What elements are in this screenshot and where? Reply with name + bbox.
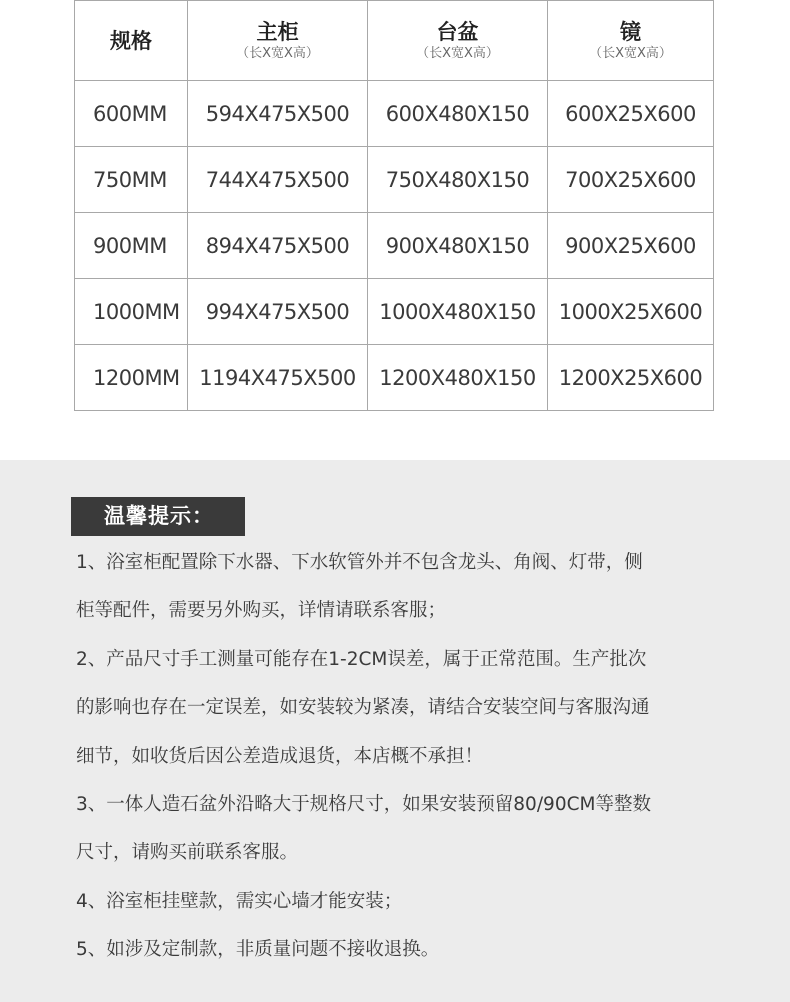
header-label: 规格 xyxy=(110,28,152,53)
spec-table xyxy=(74,0,714,411)
table-row xyxy=(75,81,714,147)
cell-main-cabinet: 744X475X500 xyxy=(188,147,368,213)
cell-mirror: 700X25X600 xyxy=(548,147,714,213)
header-basin xyxy=(368,1,548,81)
cell-mirror: 1200X25X600 xyxy=(548,345,714,411)
tip-line: 的影响也存在一定误差，如安装较为紧凑，请结合安装空间与客服沟通 xyxy=(76,697,650,719)
header-main-cabinet xyxy=(188,1,368,81)
table-row xyxy=(75,279,714,345)
tip-line: 3、一体人造石盆外沿略大于规格尺寸，如果安装预留80/90CM等整数 xyxy=(76,794,651,816)
spec-section xyxy=(0,0,790,460)
header-mirror xyxy=(548,1,714,81)
tip-line: 柜等配件，需要另外购买，详情请联系客服； xyxy=(76,600,447,622)
header-label: 镜 xyxy=(620,19,641,44)
header-sublabel: （长X宽X高） xyxy=(236,45,319,61)
table-header-row xyxy=(75,1,714,81)
cell-main-cabinet: 894X475X500 xyxy=(188,213,368,279)
tip-line: 1、浴室柜配置除下水器、下水软管外并不包含龙头、角阀、灯带，侧 xyxy=(76,552,643,573)
table-row xyxy=(75,345,714,411)
tip-line: 细节，如收货后因公差造成退货，本店概不承担！ xyxy=(76,745,484,767)
cell-mirror: 1000X25X600 xyxy=(548,279,714,345)
cell-main-cabinet: 994X475X500 xyxy=(188,279,368,345)
header-sublabel: （长X宽X高） xyxy=(416,45,499,61)
tips-section xyxy=(0,460,790,1002)
cell-basin: 1000X480X150 xyxy=(368,279,548,345)
cell-spec: 1200MM xyxy=(75,345,188,411)
header-label: 主柜 xyxy=(256,19,299,44)
header-label: 台盆 xyxy=(436,19,479,44)
cell-spec: 750MM xyxy=(75,147,188,213)
cell-spec: 1000MM xyxy=(75,279,188,345)
table-row xyxy=(75,147,714,213)
header-spec xyxy=(75,1,188,81)
cell-basin: 600X480X150 xyxy=(368,81,548,147)
cell-spec: 900MM xyxy=(75,213,188,279)
cell-main-cabinet: 594X475X500 xyxy=(188,81,368,147)
tips-title: 温馨提示： xyxy=(71,497,245,536)
tip-line: 2、产品尺寸手工测量可能存在1-2CM误差，属于正常范围。生产批次 xyxy=(76,648,647,670)
table-row xyxy=(75,213,714,279)
header-sublabel: （长X宽X高） xyxy=(589,45,672,61)
cell-main-cabinet: 1194X475X500 xyxy=(188,345,368,411)
cell-basin: 750X480X150 xyxy=(368,147,548,213)
tip-line: 4、浴室柜挂壁款，需实心墙才能安装； xyxy=(76,890,403,912)
tip-line: 尺寸，请购买前联系客服。 xyxy=(76,842,299,864)
cell-mirror: 900X25X600 xyxy=(548,213,714,279)
tip-line: 5、如涉及定制款，非质量问题不接收退换。 xyxy=(76,939,440,961)
cell-basin: 900X480X150 xyxy=(368,213,548,279)
cell-spec: 600MM xyxy=(75,81,188,147)
tips-list xyxy=(76,539,736,975)
cell-basin: 1200X480X150 xyxy=(368,345,548,411)
cell-mirror: 600X25X600 xyxy=(548,81,714,147)
